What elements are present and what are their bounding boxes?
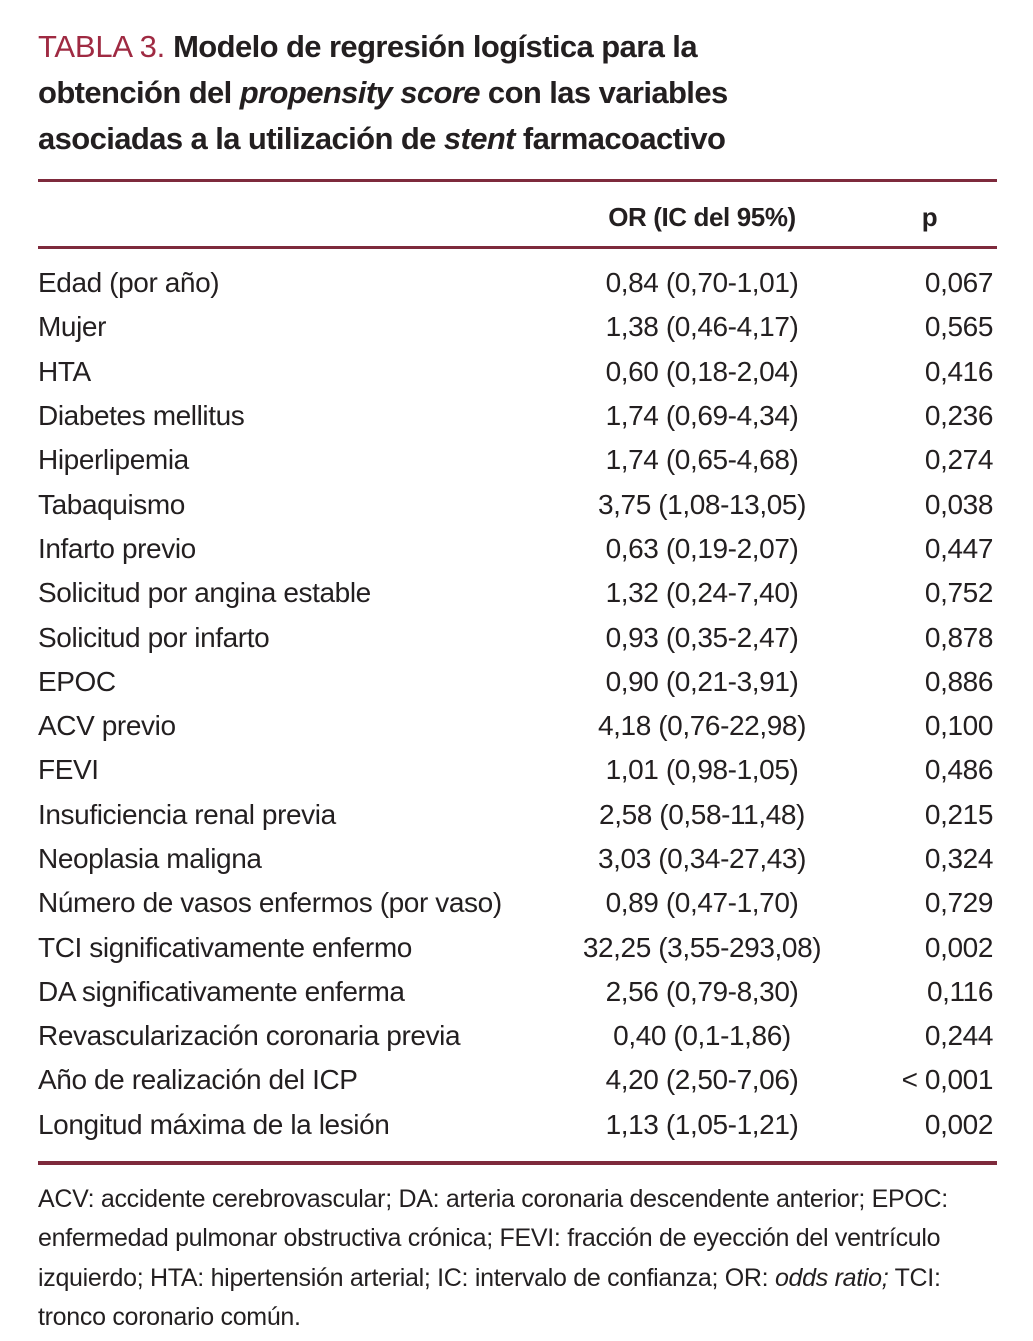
row-or-ci-value: 1,01 (0,98-1,05)	[605, 754, 799, 786]
table-row	[38, 394, 997, 438]
row-or-ci-value: 1,74 (0,65-4,68)	[605, 444, 799, 476]
table-body	[38, 249, 997, 1161]
header-or-ci: OR (IC del 95%)	[608, 202, 796, 232]
table-row	[38, 1014, 997, 1058]
table-row	[38, 615, 997, 659]
row-or-ci-value: 1,74 (0,69-4,34)	[605, 400, 799, 432]
row-p-value: 0,244	[924, 1020, 993, 1052]
table-row	[38, 704, 997, 748]
row-variable-label: Diabetes mellitus	[38, 400, 245, 432]
row-variable-label: Infarto previo	[38, 532, 196, 564]
title-text: farmacoactivo	[514, 121, 726, 156]
table-number-label: TABLA 3.	[38, 29, 166, 64]
row-or-ci-value: 3,75 (1,08-13,05)	[597, 488, 806, 520]
row-or-ci-value: 0,60 (0,18-2,04)	[605, 355, 799, 387]
row-variable-label: HTA	[38, 355, 91, 387]
table-row	[38, 305, 997, 349]
table-row	[38, 881, 997, 925]
row-or-ci-value: 0,90 (0,21-3,91)	[605, 665, 799, 697]
row-or-ci-value: 3,03 (0,34-27,43)	[597, 843, 806, 874]
row-p-value: 0,324	[924, 843, 993, 874]
table-row	[38, 350, 997, 394]
title-text: obtención del	[38, 75, 240, 110]
table-row	[38, 1103, 997, 1147]
row-or-ci-value: 0,93 (0,35-2,47)	[605, 621, 799, 653]
row-or-ci-value: 1,13 (1,05-1,21)	[605, 1108, 799, 1140]
row-variable-label: Neoplasia maligna	[38, 843, 262, 874]
title-italic-term: stent	[443, 121, 515, 156]
row-p-value: 0,002	[924, 1108, 993, 1140]
row-or-ci-value: 2,56 (0,79-8,30)	[605, 975, 799, 1007]
row-p-value: 0,215	[924, 798, 993, 830]
row-or-ci-value: 0,40 (0,1-1,86)	[613, 1020, 791, 1052]
row-variable-label: DA significativamente enferma	[38, 975, 405, 1007]
table-row	[38, 793, 997, 837]
title-line-1	[38, 24, 997, 70]
page-title	[38, 24, 997, 162]
footnote-text: ACV: accidente cerebrovascular; DA: arteria coronaria descendente anterior; EPOC: enfermedad pulmonar obstructiva crónica; FEVI: fracción de eyección del ventrículo izquierdo; HTA: hipertensión arterial; IC: intervalo de confianza; OR:	[38, 1184, 948, 1292]
table-row	[38, 527, 997, 571]
row-p-value: 0,878	[924, 621, 993, 653]
row-p-value: 0,886	[924, 665, 993, 697]
row-p-value: 0,116	[927, 975, 993, 1007]
table-bottom-rule	[38, 1161, 997, 1165]
table-row	[38, 837, 997, 881]
row-p-value: 0,274	[924, 444, 993, 476]
row-variable-label: ACV previo	[38, 710, 176, 742]
row-p-value: 0,752	[924, 577, 993, 609]
row-variable-label: Número de vasos enfermos (por vaso)	[38, 887, 502, 919]
title-line-3	[38, 116, 997, 162]
row-or-ci-value: 0,89 (0,47-1,70)	[605, 887, 799, 919]
row-variable-label: Edad (por año)	[38, 267, 220, 299]
table-row	[38, 970, 997, 1014]
row-variable-label: Tabaquismo	[38, 488, 185, 520]
table-row	[38, 571, 997, 615]
table-row	[38, 438, 997, 482]
row-variable-label: EPOC	[38, 665, 116, 697]
row-p-value: < 0,001	[901, 1064, 993, 1096]
table-row	[38, 925, 997, 969]
row-p-value: 0,565	[924, 311, 993, 343]
row-or-ci-value: 1,38 (0,46-4,17)	[605, 311, 799, 343]
row-or-ci-value: 2,58 (0,58-11,48)	[599, 798, 805, 830]
row-variable-label: Revascularización coronaria previa	[38, 1020, 461, 1052]
row-variable-label: TCI significativamente enfermo	[38, 931, 412, 963]
row-p-value: 0,038	[924, 488, 993, 520]
row-variable-label: Longitud máxima de la lesión	[38, 1108, 390, 1140]
footnote-text: TCI: tronco coronario común.	[38, 1263, 941, 1332]
row-or-ci-value: 1,32 (0,24-7,40)	[605, 577, 799, 609]
row-p-value: 0,416	[924, 355, 993, 387]
row-p-value: 0,486	[924, 754, 993, 786]
row-or-ci-value: 4,20 (2,50-7,06)	[605, 1064, 799, 1096]
footnote-italic-term: odds ratio;	[774, 1263, 889, 1292]
row-p-value: 0,067	[924, 267, 993, 299]
title-line-2	[38, 70, 997, 116]
row-or-ci-value: 0,84 (0,70-1,01)	[605, 267, 799, 299]
title-text: Modelo de regresión logística para la	[165, 29, 697, 64]
row-variable-label: FEVI	[38, 754, 99, 786]
table-row	[38, 482, 997, 526]
row-p-value: 0,236	[924, 400, 993, 432]
row-variable-label: Insuficiencia renal previa	[38, 798, 336, 830]
table-row	[38, 261, 997, 305]
title-text: con las variables	[479, 75, 728, 110]
title-italic-term: propensity score	[239, 75, 480, 110]
row-or-ci-value: 0,63 (0,19-2,07)	[605, 532, 799, 564]
row-p-value: 0,100	[924, 710, 993, 742]
title-text: asociadas a la utilización de	[38, 121, 444, 156]
table-row	[38, 748, 997, 792]
header-p-value: p	[921, 202, 938, 232]
row-or-ci-value: 32,25 (3,55-293,08)	[582, 931, 822, 963]
row-p-value: 0,447	[924, 532, 993, 564]
row-variable-label: Año de realización del ICP	[38, 1064, 358, 1096]
row-variable-label: Mujer	[38, 311, 107, 343]
row-variable-label: Hiperlipemia	[38, 444, 189, 476]
table-row	[38, 660, 997, 704]
row-p-value: 0,002	[924, 931, 993, 963]
row-variable-label: Solicitud por infarto	[38, 621, 270, 653]
table-header-row	[38, 182, 997, 246]
row-or-ci-value: 4,18 (0,76-22,98)	[597, 710, 806, 742]
table-row	[38, 1058, 997, 1102]
row-variable-label: Solicitud por angina estable	[38, 577, 371, 609]
row-p-value: 0,729	[924, 887, 993, 919]
table-footnote	[38, 1180, 997, 1338]
